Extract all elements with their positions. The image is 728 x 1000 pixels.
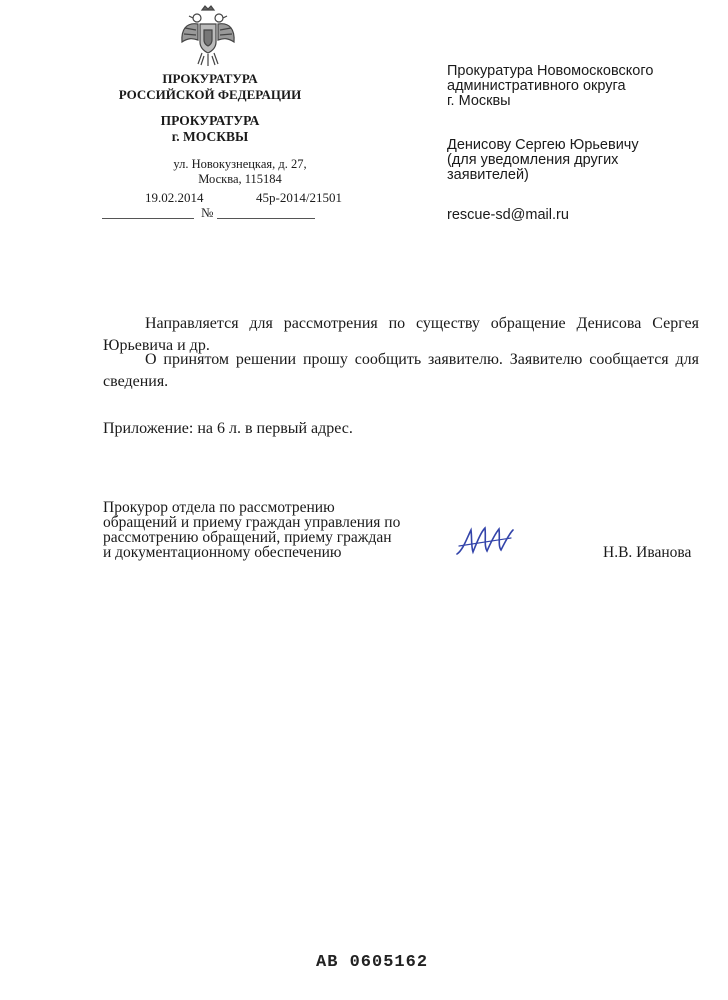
addressee-line-1: Денисову Сергею Юрьевичу (447, 137, 639, 153)
blank-line-date (102, 218, 194, 219)
blank-line-number (217, 218, 315, 219)
document-date: 19.02.2014 (145, 190, 204, 205)
sender-address (100, 157, 380, 187)
recipient-block (447, 64, 653, 109)
signer-title-line-1: Прокурор отдела по рассмотрению (103, 499, 335, 516)
organization-name (100, 71, 320, 103)
body-paragraph-2: О принятом решении прошу сообщить заявителю. Заявителю сообщается для сведения. (103, 351, 699, 390)
handwritten-signature (455, 524, 515, 558)
org-line-2: РОССИЙСКОЙ ФЕДЕРАЦИИ (118, 87, 302, 102)
number-sign: № (201, 205, 214, 220)
signer-name: Н.В. Иванова (603, 544, 692, 561)
recipient-line-1: Прокуратура Новомосковского (447, 63, 654, 79)
department-name (100, 113, 320, 145)
dept-line-2: г. МОСКВЫ (171, 129, 249, 144)
signer-title-line-3: рассмотрению обращений, приему граждан (103, 529, 392, 546)
recipient-line-3: г. Москвы (447, 93, 511, 109)
signer-title-line-2: обращений и приему граждан управления по (103, 514, 401, 531)
dept-line-1: ПРОКУРАТУРА (160, 113, 260, 128)
registration-number: 45р-2014/21501 (256, 190, 342, 205)
addressee-line-3: заявителей) (447, 167, 529, 183)
org-line-1: ПРОКУРАТУРА (162, 71, 258, 86)
recipient-email: rescue-sd@mail.ru (447, 207, 569, 223)
signer-title-line-4: и документационному обеспечению (103, 544, 342, 561)
addressee-line-2: (для уведомления других (447, 152, 619, 168)
attachment-note: Приложение: на 6 л. в первый адрес. (103, 420, 353, 437)
body-paragraph-1: Направляется для рассмотрения по существу обращение Денисова Сергея Юрьевича и др. (103, 315, 699, 354)
signer-title (103, 500, 400, 560)
addressee-block (447, 138, 639, 183)
address-line-2: Москва, 115184 (198, 172, 282, 186)
coat-of-arms-emblem (176, 4, 240, 68)
form-serial-number: АВ 0605162 (316, 953, 429, 972)
address-line-1: ул. Новокузнецкая, д. 27, (173, 157, 307, 171)
recipient-line-2: административного округа (447, 78, 626, 94)
